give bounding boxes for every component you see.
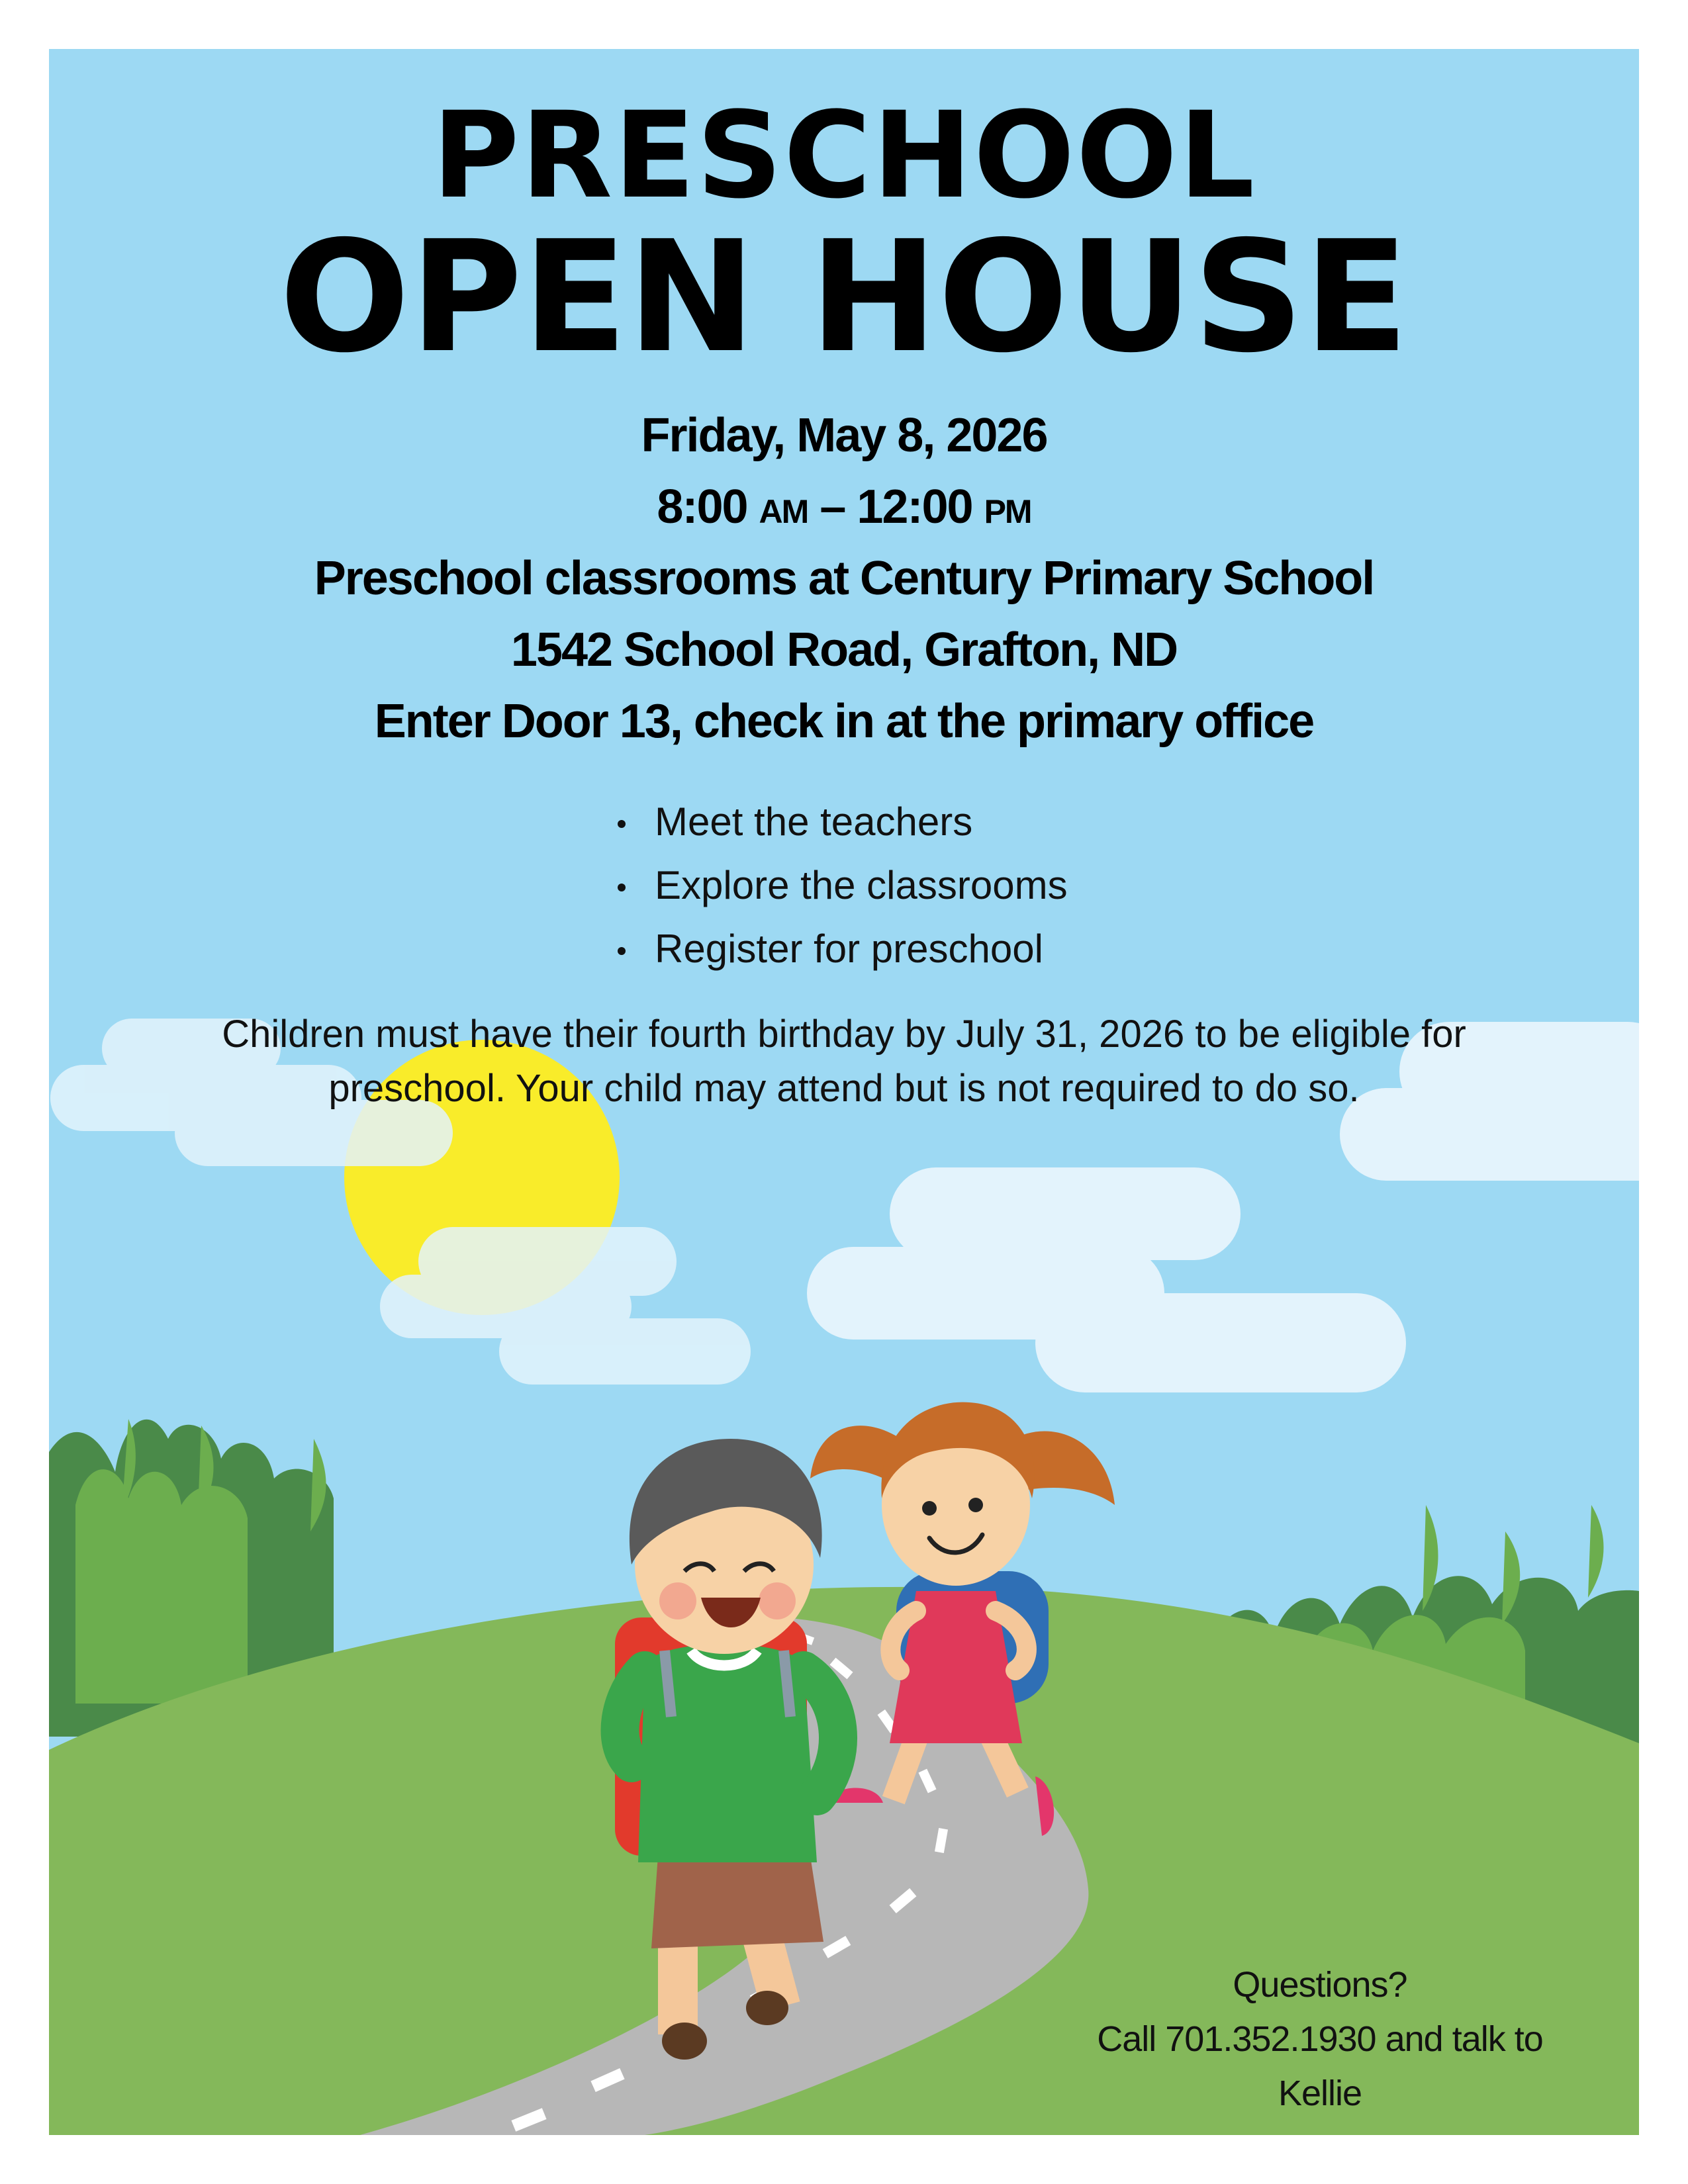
flyer <box>49 49 1639 2135</box>
cloud-right <box>807 1167 1406 1392</box>
list-item: Meet the teachers <box>608 790 1068 854</box>
eligibility-line-1: Children must have their fourth birthday by July 31, 2026 to be eligible for <box>222 1013 1466 1056</box>
eligibility-note <box>135 1007 1553 1116</box>
contact-info <box>1055 1958 1585 2120</box>
event-details <box>49 400 1639 757</box>
event-date: Friday, May 8, 2026 <box>641 409 1047 462</box>
time-end: 12:00 <box>857 480 972 533</box>
title-line-2: OPEN HOUSE <box>279 208 1409 387</box>
event-time <box>49 471 1639 543</box>
list-item: Explore the classrooms <box>608 854 1068 917</box>
title-line-1: PRESCHOOL <box>432 87 1256 225</box>
event-address: 1542 School Road, Grafton, ND <box>510 623 1178 676</box>
time-end-suffix: PM <box>984 493 1031 530</box>
event-location: Preschool classrooms at Century Primary School <box>314 552 1374 605</box>
cloud-center <box>380 1227 751 1385</box>
eligibility-line-2: preschool. Your child may attend but is not required to do so. <box>328 1067 1360 1110</box>
time-start-suffix: AM <box>759 493 808 530</box>
contact-phone: Call 701.352.1930 and talk to Kellie <box>1097 2019 1543 2113</box>
contact-question: Questions? <box>1233 1965 1407 2005</box>
time-separator: – <box>820 480 845 533</box>
list-item: Register for preschool <box>608 917 1068 981</box>
event-entry: Enter Door 13, check in at the primary office <box>374 695 1314 748</box>
activities-list <box>608 790 1068 981</box>
time-start: 8:00 <box>657 480 747 533</box>
